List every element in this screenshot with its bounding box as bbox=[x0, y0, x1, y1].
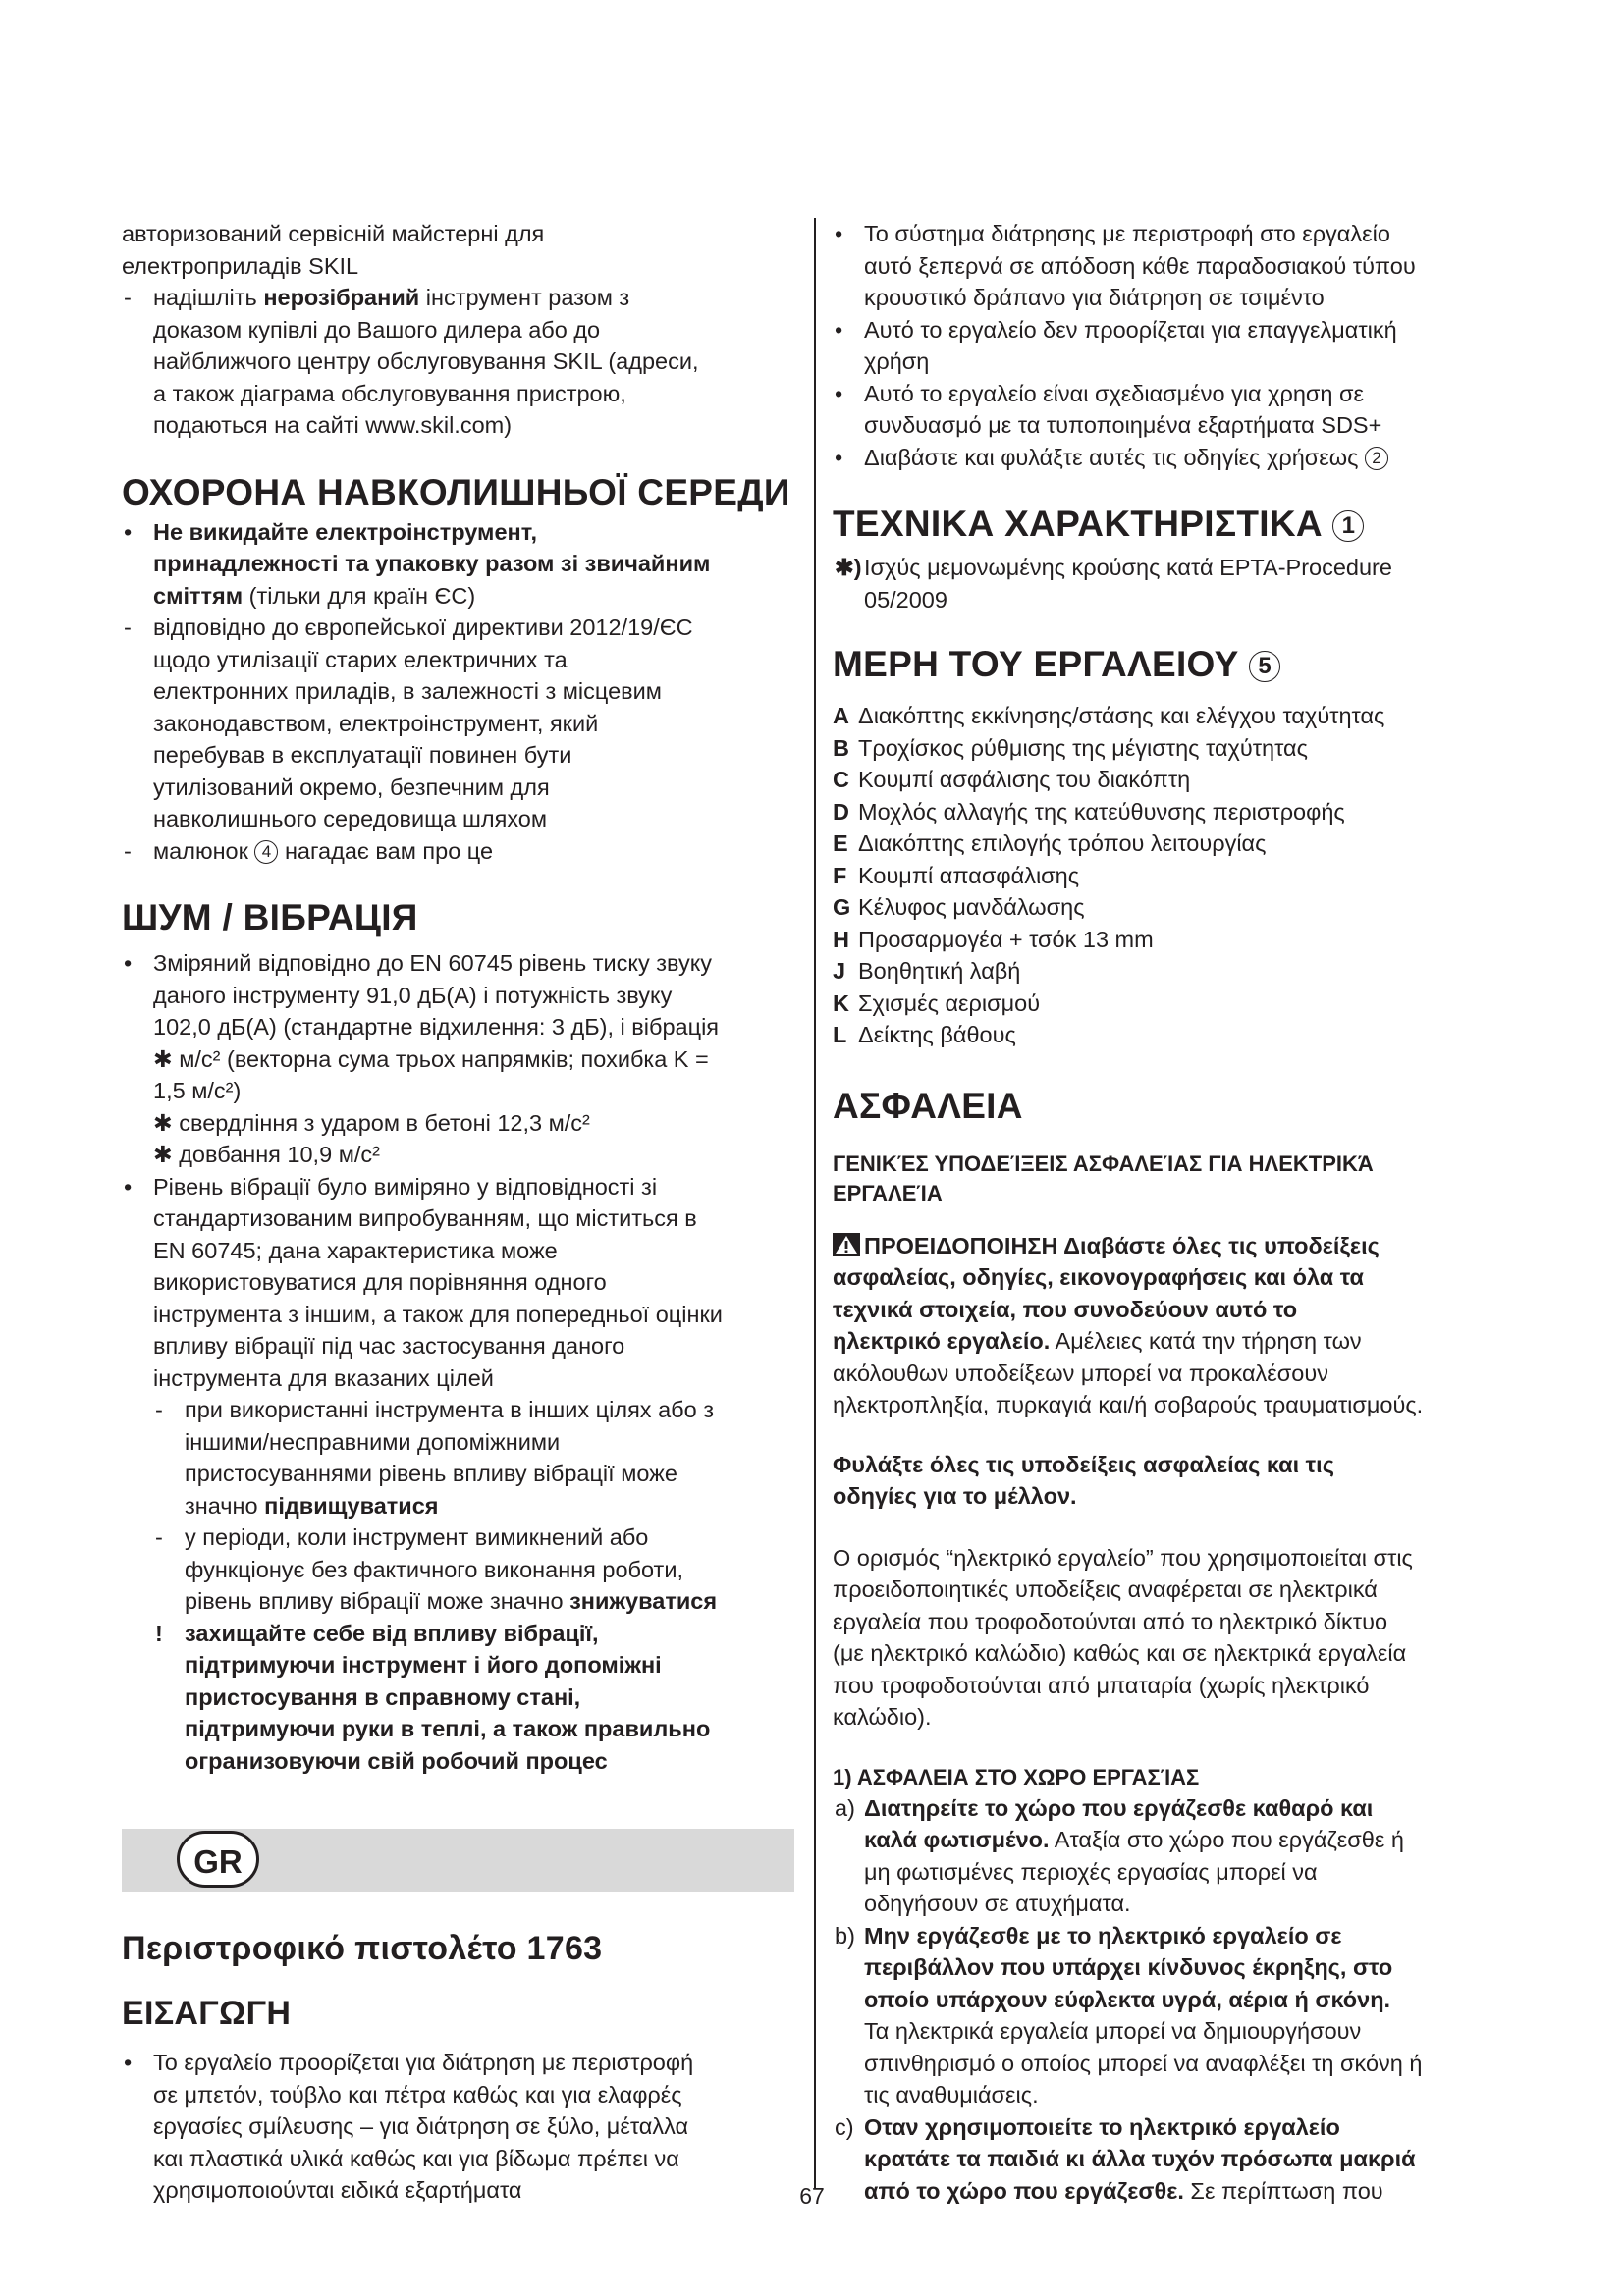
safety-item-c: c) Οταν χρησιμοποιείτε το ηλεκτρικό εργαλείο κρατάτε τα παιδιά κι άλλα τυχόν πρόσωπα μακριά από το χώρο που εργάζεσθε. Σε περίπτωση που bbox=[833, 2111, 1505, 2208]
text-line: щодо утилізації старих електричних та bbox=[153, 646, 568, 672]
column-divider bbox=[814, 218, 816, 2189]
list-item: K Σχισμές αερισμού bbox=[833, 989, 1041, 1016]
bullet-item: • Το εργαλείο προορίζεται για διάτρηση με περιστροφή σε μπετόν, τούβλο και πέτρα καθώς και για ελαφρές εργασίες σμίλευσης – για διάτρηση σε ξύλο, μέταλλα και πλαστικά υλικά καθώς και για βίδωμα πρέπει να χρησιμοποιούνται ειδικά εξαρτήματα bbox=[122, 2047, 794, 2207]
list-item: D Μοχλός αλλαγής της κατεύθυνσης περιστροφής bbox=[833, 798, 1345, 825]
language-band bbox=[122, 1829, 794, 1892]
bullet-item: • Зміряний відповідно до EN 60745 рівень тиску звуку даного інструменту 91,0 дБ(А) і потужність звуку 102,0 дБ(А) (стандартне відхилення: 3 дБ), і вібрація ✱ м/с² (векторна сума трьох напрямків; похибка K = 1,5 м/с²) ✱ свердління з ударом в бетоні 12,3 м/с² ✱ довбання 10,9 м/с² bbox=[122, 947, 794, 1171]
figure-ref-1: 1 bbox=[1332, 510, 1364, 542]
text-line: ✱ м/с² (векторна сума трьох напрямків; похибка K = bbox=[153, 1045, 709, 1072]
text-line: Не викидайте електроінструмент, bbox=[153, 518, 537, 545]
intro-continuation bbox=[122, 218, 794, 282]
text-line: σε μπετόν, τούβλο και πέτρα καθώς και για ελαφρές bbox=[153, 2081, 682, 2108]
page-number: 67 bbox=[799, 2183, 825, 2209]
text-line: τις αναθυμιάσεις. bbox=[864, 2082, 1039, 2108]
text-line: (με ηλεκτρικό καλώδιο) καθώς και σε ηλεκτρικά εργαλεία bbox=[833, 1640, 1407, 1666]
text-line: 1,5 м/с²) bbox=[153, 1078, 242, 1103]
section-title-intro: ΕΙΣΑΓΩΓΗ bbox=[122, 1995, 292, 2032]
parts-list bbox=[833, 700, 1505, 1051]
text-line: Φυλάξτε όλες τις υποδείξεις ασφαλείας και τις bbox=[833, 1451, 1334, 1477]
text-line: και πλαστικά υλικά καθώς και για βίδωμα πρέπει να bbox=[153, 2145, 679, 2171]
text-line: Ισχύς μεμονωμένης κρούσης κατά EPTA-Procedure bbox=[864, 555, 1392, 580]
section-title-environment: ОХОРОНА НАВКОЛИШНЬОЇ СЕРЕДИ bbox=[122, 471, 790, 512]
text-line: καλώδιο). bbox=[833, 1704, 932, 1730]
list-item: H Προσαρμογέα + τσόκ 13 mm bbox=[833, 926, 1154, 952]
text-line: функціонує без фактичного виконання роботи, bbox=[185, 1556, 683, 1582]
text-line: авторизований сервісній майстерні для bbox=[122, 221, 545, 246]
text-line: при використанні інструмента в інших цілях або з bbox=[185, 1397, 714, 1422]
dash-item: - надішліть нерозібраний інструмент разом з доказом купівлі до Вашого дилера або до найближчого центру обслуговування SKIL (адреси, а також діаграма обслуговування пристрою, подаються на сайті www.skil.com) bbox=[122, 282, 794, 442]
work-area-title: 1) ΑΣΦΑΛΕΙΑ ΣΤΟ ΧΩΡΟ ΕΡΓΑΣΊΑΣ bbox=[833, 1764, 1200, 1789]
list-item: F Κουμπί απασφάλισης bbox=[833, 862, 1080, 888]
text-line: значно підвищуватися bbox=[185, 1492, 439, 1519]
dash-item: - при використанні інструмента в інших цілях або з іншими/несправними допоміжними пристосуваннями рівень впливу вібрації може значно підвищуватися bbox=[122, 1394, 794, 1522]
text-line: 102,0 дБ(А) (стандартне відхилення: 3 дБ), і вібрація bbox=[153, 1014, 720, 1040]
text-line: προειδοποιητικές υποδείξεις αναφέρεται σε ηλεκτρικά bbox=[833, 1576, 1378, 1602]
tech-note: ✱) Ισχύς μεμονωμένης κρούσης κατά EPTA-Procedure 05/2009 bbox=[833, 552, 1505, 615]
general-safety-heading bbox=[833, 1149, 1505, 1208]
text-line: 05/2009 bbox=[864, 586, 947, 613]
text-line: рівень впливу вібрації може значно знижуватися bbox=[185, 1588, 718, 1614]
product-title: Περιστροφικό πιστολέτο 1763 bbox=[122, 1930, 603, 1967]
bullet-item: • Διαβάστε και φυλάξτε αυτές τις οδηγίες χρήσεως 2 bbox=[833, 442, 1505, 474]
text-line: Τα ηλεκτρικά εργαλεία μπορεί να δημιουργήσουν bbox=[864, 2018, 1362, 2044]
text-line: надішліть нерозібраний інструмент разом з bbox=[153, 285, 630, 310]
text-line: οποίο υπάρχουν εύφλεκτα υγρά, αέρια ή σκόνη. bbox=[864, 1986, 1391, 2012]
text-line: από το χώρο που εργάζεσθε. Σε περίπτωση που bbox=[864, 2177, 1383, 2204]
text-line: огранизовуючи свій робочий процес bbox=[185, 1747, 608, 1774]
warning-item: ! захищайте себе від впливу вібрації, підтримуючи інструмент і його допоміжні пристосування в справному стані, підтримуючи руки в теплі, а також правильно огранизовуючи свій робочий процес bbox=[122, 1618, 794, 1778]
text-line: κρατάτε τα παιδιά κι άλλα τυχόν πρόσωπα μακριά bbox=[864, 2146, 1416, 2171]
text-line: ασφαλείας, οδηγίες, εικονογραφήσεις και όλα τα bbox=[833, 1264, 1364, 1290]
text-line: інструмента з іншим, а також для попередньої оцінки bbox=[153, 1301, 723, 1327]
text-line: Το εργαλείο προορίζεται για διάτρηση με περιστροφή bbox=[153, 2050, 694, 2075]
text-line: найближчого центру обслуговування SKIL (адреси, bbox=[153, 348, 699, 374]
text-line: інструмента для вказаних цілей bbox=[153, 1364, 494, 1391]
text-line: περιβάλλον που υπάρχει κίνδυνος έκρηξης, στο bbox=[864, 1954, 1393, 1980]
text-line: перебував в експлуатації повинен бути bbox=[153, 742, 572, 768]
text-line: Μην εργάζεσθε με το ηλεκτρικό εργαλείο σε bbox=[864, 1922, 1342, 1949]
text-line: τεχνικά στοιχεία, που συνοδεύουν αυτό το bbox=[833, 1296, 1298, 1322]
warning-paragraph bbox=[833, 1230, 1505, 1421]
text-line: συνδυασμό με τα τυποποιημένα εξαρτήματα SDS+ bbox=[864, 412, 1382, 438]
text-line: εργασίες σμίλευσης – για διάτρηση σε ξύλο, μέταλλα bbox=[153, 2113, 689, 2139]
text-line: пристосуваннями рівень впливу вібрації може bbox=[185, 1461, 677, 1486]
text-line: підтримуючи руки в теплі, а також правильно bbox=[185, 1716, 711, 1741]
text-line: ΓΕΝΙΚΈΣ ΥΠΟΔΕΊΞΕΙΣ ΑΣΦΑΛΕΊΑΣ ΓΙΑ ΗΛΕΚΤΡΙΚΆ bbox=[833, 1150, 1374, 1176]
text-line: ΕΡΓΑΛΕΊΑ bbox=[833, 1180, 943, 1205]
text-line: а також діаграма обслуговування пристрою, bbox=[153, 380, 626, 406]
dash-item: - відповідно до європейської директиви 2012/19/ЄС щодо утилізації старих електричних та електронних приладів, в залежності з місцевим законодавством, електроінструмент, який перебував в експлуатації повинен бути утилізований окремо, безпечним для навколишнього середовища шляхом bbox=[122, 612, 794, 835]
text-line: електронних приладів, в залежності з місцевим bbox=[153, 678, 662, 704]
text-line: εργαλεία που τροφοδοτούνται από το ηλεκτρικό δίκτυο bbox=[833, 1608, 1388, 1634]
list-item: E Διακόπτης επιλογής τρόπου λειτουργίας bbox=[833, 830, 1267, 856]
text-line: утилізований окремо, безпечним для bbox=[153, 774, 550, 800]
definition-paragraph bbox=[833, 1542, 1505, 1734]
text-line: Το σύστημα διάτρησης με περιστροφή στο εργαλείο bbox=[864, 221, 1390, 246]
text-line: Διαβάστε και φυλάξτε αυτές τις οδηγίες χρήσεως 2 bbox=[864, 442, 1505, 474]
text-line: принадлежності та упаковку разом зі звичайним bbox=[153, 551, 711, 576]
text-line: Αυτό το εργαλείο δεν προορίζεται για επαγγελματική bbox=[864, 316, 1397, 343]
left-column bbox=[122, 218, 794, 2207]
figure-ref-5: 5 bbox=[1249, 651, 1280, 682]
bullet-item: • Αυτό το εργαλείο είναι σχεδιασμένο για χρηση σε συνδυασμό με τα τυποποιημένα εξαρτήματα SDS+ bbox=[833, 378, 1505, 442]
list-item: J Βοηθητική λαβή bbox=[833, 958, 1021, 984]
text-line: μη φωτισμένες περιοχές εργασίας μπορεί να bbox=[864, 1858, 1318, 1885]
text-line: χρήση bbox=[864, 348, 930, 374]
text-line: ηλεκτροπληξία, πυρκαγιά και/ή σοβαρούς τραυματισμούς. bbox=[833, 1392, 1424, 1417]
text-line: ακόλουθων υποδείξεων μπορεί να προκαλέσουν bbox=[833, 1360, 1328, 1386]
text-line: сміттям (тільки для країн ЄС) bbox=[153, 582, 476, 609]
figure-ref-4: 4 bbox=[254, 840, 278, 864]
figure-ref-2: 2 bbox=[1365, 447, 1388, 470]
dash-item: - малюнок 4 нагадає вам про це bbox=[122, 835, 794, 868]
text-line: EN 60745; дана характеристика може bbox=[153, 1237, 558, 1263]
text-line: ηλεκτρικό εργαλείο. Αμέλειες κατά την τήρηση των bbox=[833, 1328, 1362, 1354]
section-title-safety: ΑΣΦΑΛΕΙΑ bbox=[833, 1085, 1023, 1126]
section-title-noise: ШУМ / ВІБРАЦІЯ bbox=[122, 897, 418, 937]
text-line: Αυτό το εργαλείο είναι σχεδιασμένο για χρηση σε bbox=[864, 380, 1364, 406]
text-line: οδηγίες για το μέλλον. bbox=[833, 1483, 1077, 1509]
text-line: καλά φωτισμένο. Αταξία στο χώρο που εργάζεσθε ή bbox=[864, 1827, 1404, 1852]
text-line: που τροφοδοτούνται από μπαταρία (χωρίς ηλεκτρικό bbox=[833, 1672, 1370, 1698]
dash-item: - у періоди, коли інструмент вимикнений або функціонує без фактичного виконання роботи, рівень впливу вібрації може значно знижуватися bbox=[122, 1522, 794, 1618]
text-line: законодавством, електроінструмент, який bbox=[153, 710, 599, 736]
text-line: навколишнього середовища шляхом bbox=[153, 806, 548, 831]
text-line: захищайте себе від впливу вібрації, bbox=[185, 1620, 599, 1646]
text-line: οδηγήσουν σε ατυχήματα. bbox=[864, 1891, 1131, 1916]
bullet-item: • Το σύστημα διάτρησης με περιστροφή στο εργαλείο αυτό ξεπερνά σε απόδοση κάθε παραδοσιακού τύπου κρουστικό δράπανο για διάτρηση σε τσιμέντο bbox=[833, 218, 1505, 314]
list-item: C Κουμπί ασφάλισης του διακόπτη bbox=[833, 767, 1191, 792]
safety-item-b: b) Μην εργάζεσθε με το ηλεκτρικό εργαλείο σε περιβάλλον που υπάρχει κίνδυνος έκρηξης, στο οποίο υπάρχουν εύφλεκτα υγρά, αέρια ή σκόνη. Τα ηλεκτρικά εργαλεία μπορεί να δημιουργήσουν σπινθηρισμό ο οποίος μπορεί να αναφλέξει τη σκόνη ή τις αναθυμιάσεις. bbox=[833, 1920, 1505, 2111]
bullet-item: • Рівень вібрації було виміряно у відповідності зі стандартизованим випробуванням, що міститься в EN 60745; дана характеристика може використовуватися для порівняння одного інструмента з іншим, а також для попередньої оцінки впливу вібрації під час застосування даного інструмента для вказаних цілей bbox=[122, 1171, 794, 1395]
text-line: Зміряний відповідно до EN 60745 рівень тиску звуку bbox=[153, 950, 713, 976]
text-line: χρησιμοποιούνται ειδικά εξαρτήματα bbox=[153, 2177, 522, 2203]
text-line: у періоди, коли інструмент вимикнений або bbox=[185, 1524, 649, 1550]
text-line: пристосування в справному стані, bbox=[185, 1683, 581, 1710]
language-badge: GR bbox=[177, 1831, 259, 1888]
text-line: Οταν χρησιμοποιείτε το ηλεκτρικό εργαλείο bbox=[864, 2113, 1340, 2140]
text-line: стандартизованим випробуванням, що міститься в bbox=[153, 1205, 697, 1231]
text-line: малюнок 4 нагадає вам про це bbox=[153, 837, 494, 864]
keep-instructions bbox=[833, 1449, 1505, 1513]
text-line: використовуватися для порівняння одного bbox=[153, 1269, 607, 1295]
text-line: даного інструменту 91,0 дБ(А) і потужність звуку bbox=[153, 982, 673, 1008]
text-line: αυτό ξεπερνά σε απόδοση κάθε παραδοσιακού τύπου bbox=[864, 252, 1416, 279]
text-line: σπινθηρισμό ο οποίος μπορεί να αναφλέξει τη σκόνη ή bbox=[864, 2050, 1423, 2076]
list-item: B Τροχίσκος ρύθμισης της μέγιστης ταχύτητας bbox=[833, 734, 1308, 761]
text-line: ΠΡΟΕΙΔΟΠΟΙΗΣΗ Διαβάστε όλες τις υποδείξεις bbox=[833, 1230, 1505, 1262]
text-line: Ο ορισμός “ηλεκτρικό εργαλείο” που χρησιμοποιείται στις bbox=[833, 1544, 1413, 1571]
bullet-item: • Αυτό το εργαλείο δεν προορίζεται για επαγγελματική χρήση bbox=[833, 314, 1505, 378]
text-line: відповідно до європейської директиви 2012/19/ЄС bbox=[153, 614, 693, 640]
right-column bbox=[833, 218, 1505, 2207]
warning-triangle-icon bbox=[833, 1233, 860, 1256]
text-line: іншими/несправними допоміжними bbox=[185, 1428, 561, 1455]
text-line: ✱ свердління з ударом в бетоні 12,3 м/с² bbox=[153, 1109, 590, 1136]
text-line: κρουστικό δράπανο για διάτρηση σε τσιμέντο bbox=[864, 285, 1325, 310]
safety-item-a: a) Διατηρείτε το χώρο που εργάζεσθε καθαρό και καλά φωτισμένο. Αταξία στο χώρο που εργάζεσθε ή μη φωτισμένες περιοχές εργασίας μπορεί να οδηγήσουν σε ατυχήματα. bbox=[833, 1792, 1505, 1920]
text-line: доказом купівлі до Вашого дилера або до bbox=[153, 316, 601, 343]
list-item: A Διακόπτης εκκίνησης/στάσης και ελέγχου ταχύτητας bbox=[833, 703, 1385, 728]
text-line: впливу вібрації під час застосування даного bbox=[153, 1333, 625, 1359]
section-title-tech: ΤΕΧΝΙΚΑ ΧΑΡΑΚΤΗΡΙΣΤΙΚΑ 1 bbox=[833, 503, 1505, 546]
list-item: L Δείκτης βάθους bbox=[833, 1022, 1016, 1047]
text-line: подаються на сайті www.skil.com) bbox=[153, 412, 513, 438]
text-line: Рівень вібрації було виміряно у відповідності зі bbox=[153, 1173, 658, 1200]
section-title-parts: ΜΕΡΗ ΤΟΥ ΕΡΓΑΛΕΙΟΥ 5 bbox=[833, 643, 1505, 686]
text-line: електроприладів SKIL bbox=[122, 252, 359, 279]
text-line: ✱ довбання 10,9 м/с² bbox=[153, 1142, 380, 1167]
text-line: підтримуючи інструмент і його допоміжні bbox=[185, 1652, 662, 1678]
bullet-item: • Не викидайте електроінструмент, принадлежності та упаковку разом зі звичайним сміттям (тільки для країн ЄС) bbox=[122, 516, 794, 613]
list-item: G Κέλυφος μανδάλωσης bbox=[833, 894, 1085, 920]
text-line: Διατηρείτε το χώρο που εργάζεσθε καθαρό και bbox=[864, 1794, 1374, 1821]
